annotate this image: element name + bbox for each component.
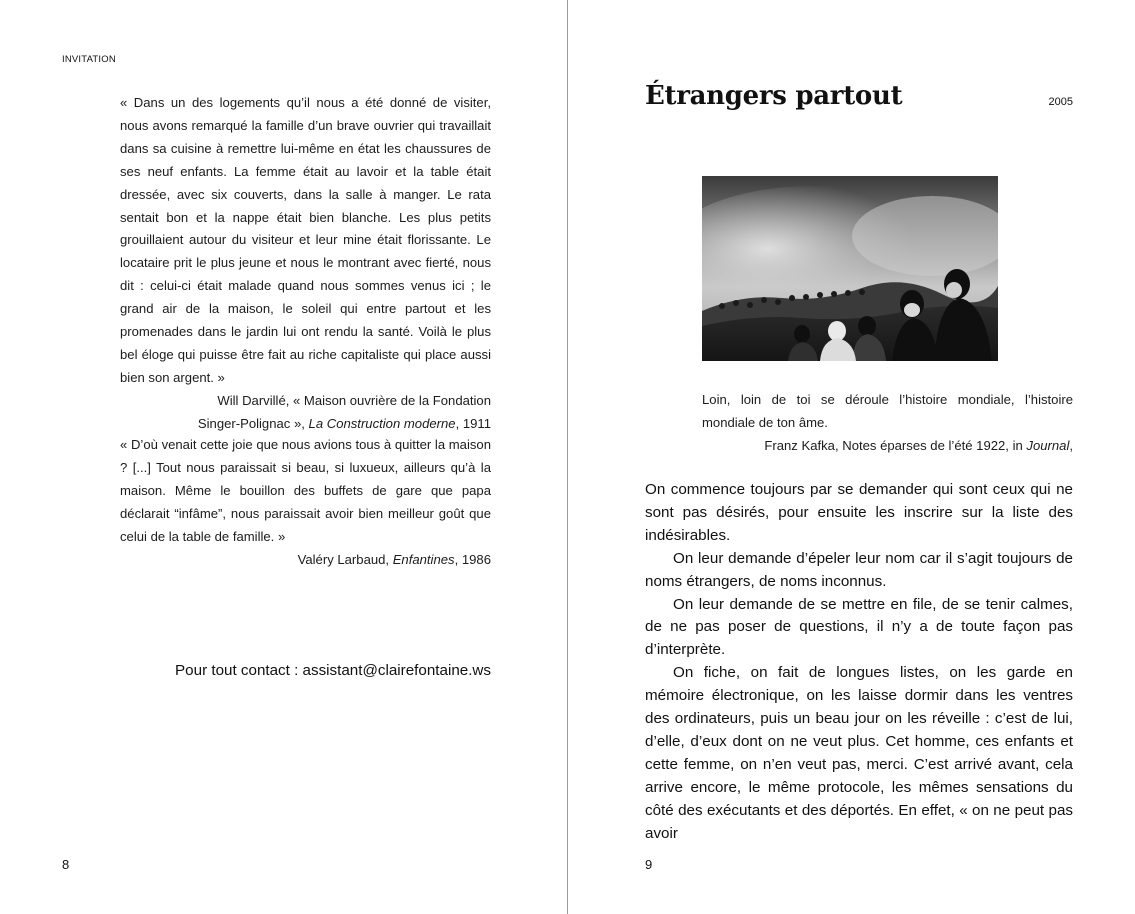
attribution-year: , 1911 [455, 415, 491, 431]
attribution-year: , 1986 [454, 551, 491, 567]
epigraph [702, 389, 1073, 458]
chapter-body [645, 479, 1073, 846]
page-number-left: 8 [62, 857, 70, 872]
attribution-text: Singer-Polignac », [197, 415, 309, 431]
body-paragraph: On leur demande de se mettre en file, de se tenir calmes, de ne pas poser de questions, il n’y a de toute façon pas d’interprète. [645, 595, 1073, 659]
running-head: INVITATION [62, 54, 116, 65]
attribution-punctuation: , [1069, 437, 1073, 453]
contact-line: Pour tout contact : assistant@clairefontaine.ws [175, 662, 491, 679]
attribution-text: Valéry Larbaud, [297, 551, 393, 567]
attribution-work-title: Enfantines [392, 551, 455, 567]
quote-attribution [120, 390, 491, 436]
epigraph-text: Loin, loin de toi se déroule l’histoire mondiale, l’histoire mondiale de ton âme. [702, 392, 1073, 430]
attribution-line [120, 549, 491, 572]
body-paragraph: On commence toujours par se demander qui sont ceux qui ne sont pas désirés, pour ensuite les inscrire sur la liste des indésirables. [645, 481, 1073, 544]
quote-darville [120, 92, 491, 436]
body-paragraph: On leur demande d’épeler leur nom car il s’agit toujours de noms étrangers, de noms inconnus. [645, 549, 1073, 590]
quote-attribution [120, 549, 491, 572]
epigraph-attribution [702, 435, 1073, 458]
chapter-year: 2005 [1048, 96, 1073, 108]
attribution-work-title: Journal [1026, 437, 1070, 453]
attribution-line: Will Darvillé, « Maison ouvrière de la Fondation [217, 392, 491, 408]
quote-text: « Dans un des logements qu’il nous a été donné de visiter, nous avons remarqué la famille d’un brave ouvrier qui travaillait dans sa cuisine à remettre lui-même en état les chaussures de ses neuf enfants. La femme était au lavoir et la table était dressée, avec six couverts, dans la salle à manger. Le rata sentait bon et la nappe était bien blanche. Les plus petits grouillaient autour du visiteur et leur mine était florissante. Le locataire prit le plus jeune et nous le montrant avec fierté, nous dit : celui-ci était malade quand nous sommes venus ici ; le grand air de la maison, le soleil qui entre partout et les promenades dans le jardin lui ont rendu la santé. Voilà le plus bel éloge qui puisse être fait au riche capitaliste qui place aussi bien son argent. » [120, 95, 491, 385]
quote-text: « D’où venait cette joie que nous avions tous à quitter la maison ? [...] Tout nous paraissait si beau, si luxueux, ailleurs qu’à la maison. Même le bouillon des buffets de gare que papa déclarait “infâme”, nous paraissait avoir bien meilleur goût que celui de la table de famille. » [120, 437, 491, 544]
quote-larbaud [120, 434, 491, 571]
attribution-text: Franz Kafka, Notes éparses de l’été 1922, in [764, 437, 1027, 453]
page-gutter-divider [567, 0, 568, 914]
chapter-title: Étrangers partout [645, 81, 903, 111]
page-number-right: 9 [645, 857, 653, 872]
crowd-photo [702, 176, 998, 361]
attribution-work-title: La Construction moderne [308, 415, 456, 431]
attribution-line [120, 413, 491, 436]
body-paragraph: On fiche, on fait de longues listes, on les garde en mémoire électronique, on les laisse dormir dans les ventres des ordinateurs, puis un beau jour on les réveille : c’est de lui, d’elle, d’eux dont on ne veut plus. Cet homme, ces enfants et cette femme, on n’en veut pas, merci. C’est arrivé avant, cela arrive encore, le même protocole, les mêmes sensations du côté des exécutants et des déportés. En effet, « on ne peut pas avoir [645, 664, 1073, 842]
